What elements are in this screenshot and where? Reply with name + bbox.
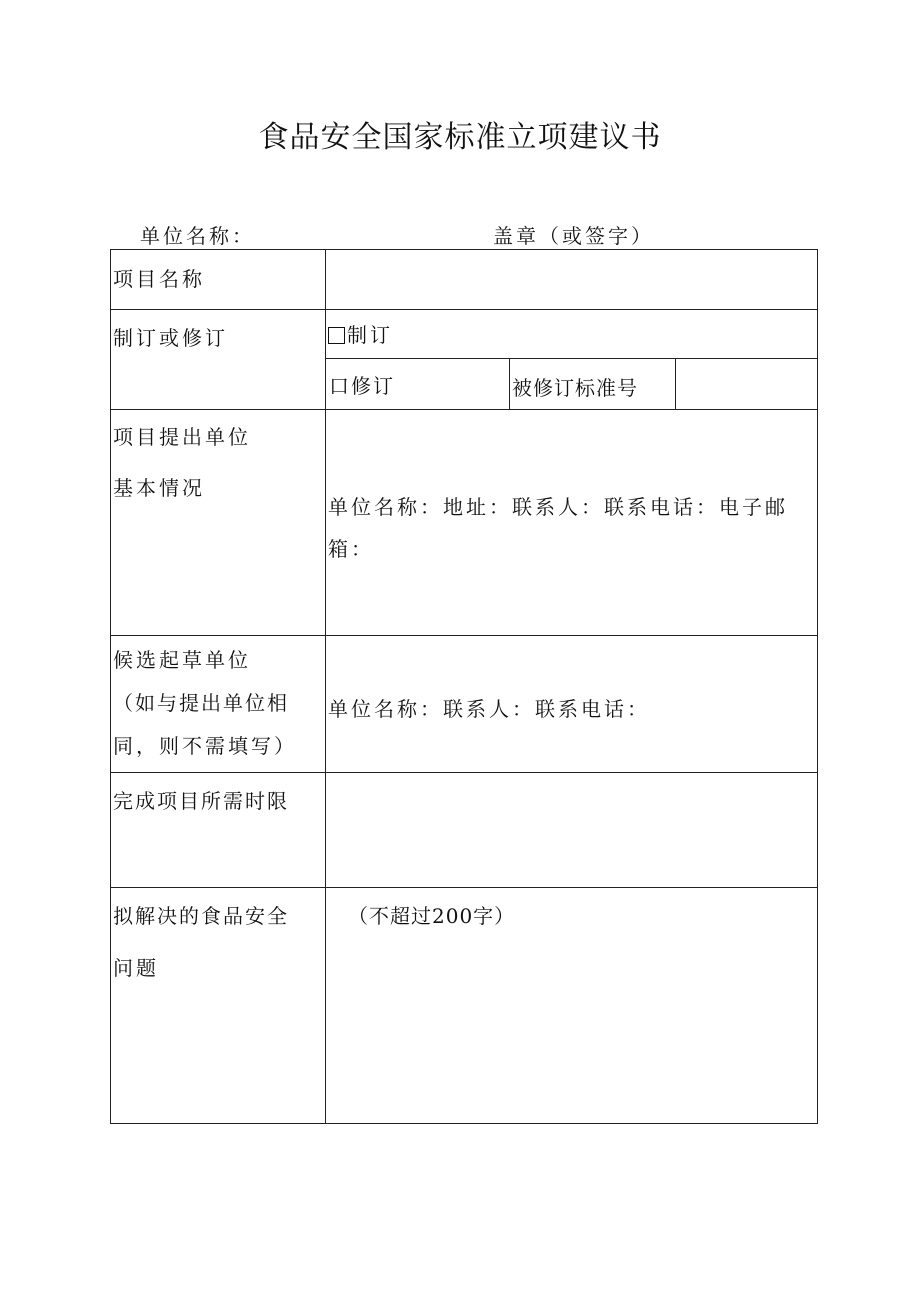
row-divider — [110, 635, 818, 636]
type-label: 制订或修订 — [113, 326, 228, 350]
row-divider — [110, 309, 818, 310]
drafter-content: 单位名称：联系人：联系电话： — [328, 697, 650, 721]
revised-standard-field[interactable] — [676, 359, 817, 409]
proposer-label-line1: 项目提出单位 — [113, 425, 251, 449]
unit-name-label: 单位名称： — [140, 224, 255, 248]
checkbox-new[interactable] — [328, 327, 345, 344]
revised-standard-label: 被修订标准号 — [512, 376, 638, 400]
issue-field[interactable] — [326, 935, 817, 1123]
option-new-label: 制订 — [347, 323, 393, 347]
row-divider — [110, 409, 818, 410]
checkbox-revise[interactable]: 口 — [329, 374, 351, 398]
table-border-bottom — [110, 1123, 818, 1124]
column-divider — [509, 358, 510, 409]
proposer-content-line2: 箱： — [328, 537, 374, 561]
project-name-label: 项目名称 — [113, 267, 205, 291]
seal-label: 盖章（或签字） — [493, 224, 654, 248]
timeline-label: 完成项目所需时限 — [113, 789, 289, 813]
timeline-field[interactable] — [326, 773, 817, 887]
drafter-label-line2: （如与提出单位相 — [113, 691, 289, 715]
proposer-label-line2: 基本情况 — [113, 476, 205, 500]
proposer-content-line1: 单位名称：地址：联系人：联系电话：电子邮 — [328, 495, 788, 519]
option-new[interactable] — [328, 322, 393, 348]
drafter-label-line1: 候选起草单位 — [113, 648, 251, 672]
issue-label-line2: 问题 — [113, 956, 159, 980]
table-border-right — [817, 249, 818, 1124]
option-revise[interactable] — [329, 373, 395, 399]
row-divider — [110, 887, 818, 888]
table-border-left — [110, 249, 111, 1124]
project-name-field[interactable] — [326, 250, 817, 309]
issue-content-hint: （不超过200字） — [348, 904, 516, 928]
drafter-label-line3: 同，则不需填写） — [113, 734, 297, 758]
option-revise-label: 修订 — [351, 374, 395, 398]
issue-label-line1: 拟解决的食品安全 — [113, 904, 289, 928]
page-title: 食品安全国家标准立项建议书 — [258, 120, 662, 155]
